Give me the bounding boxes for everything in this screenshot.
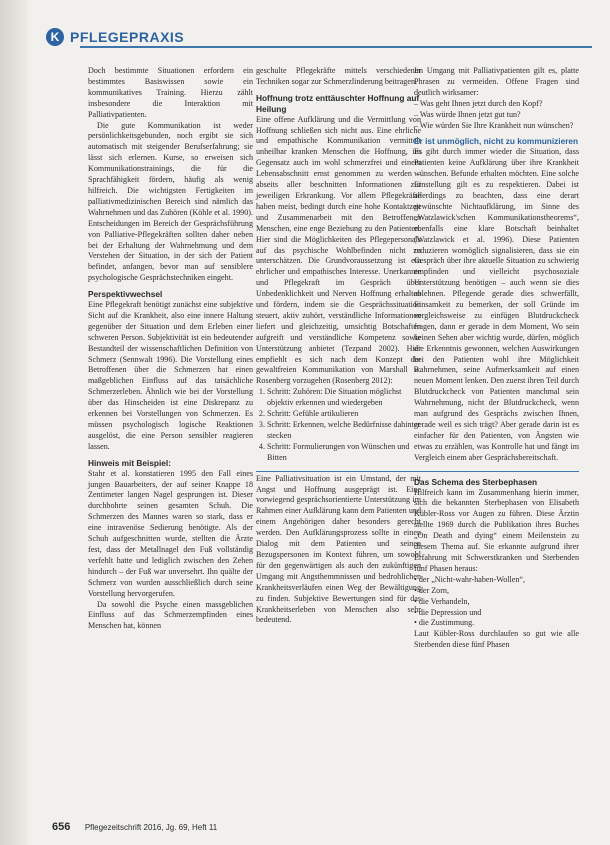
paragraph: Eine offene Aufklärung und die Vermittlung von Hoffnung schließen sich nicht aus. Eine ehrliche und empathische Kommunikation vermittelt unheilbar kranken Menschen die Hoffnung, im Gegensatz auch im wohl schmerzfrei und einem Lebensabschnitt ernst genommen zu werden – abseits aller beschnitten Informationen zur jeweiligen Erkrankung. Vor allem Pflegekräfte haben meist, bedingt durch eine hohe Kontaktzeit und Zusammenarbeit mit den Betroffenen Menschen, eine enge Beziehung zu den Patienten. Hier sind die Möglichkeiten des Pflegepersonals auf das psychische Wohlbefinden nicht zu unterschätzen. Die Grundvoraussetzung ist ein ehrlicher und empathisches Interesse. Unerkannte und Pflegekraft im Gespräch über Unbedenklichkeit und Nerven Hoffnung erhalten und fördern, indem sie die Gesprächssituation steuert, aktiv zuhört, verständliche Informationen liefert und gleichzeitig, umsichtig Botschaften aufgreift und verständliche Kompetenz sowie Unterstützung anbietet (Tezpand 2002). Hier empfiehlt es sich nach dem Konzept der gewaltfreien Kommunikation von Marshall B. Rosenberg vorzugehen (Rosenberg 2012):: [256, 114, 421, 386]
subheading: Hoffnung trotz enttäuschter Hoffnung auf Heilung: [256, 92, 420, 114]
list-item: – Was würde Ihnen jetzt gut tun?: [414, 109, 521, 119]
page-header: [0, 0, 610, 50]
journal-source: Pflegezeitschrift 2016, Jg. 69, Heft 11: [84, 823, 218, 832]
page-footer: [52, 817, 217, 835]
text-column-3: [414, 66, 579, 651]
subheading: Er ist unmöglich, nicht zu kommunizieren: [414, 136, 579, 147]
list-item: • die Zustimmung.: [414, 618, 475, 628]
list-item: 3. Schritt: Erkennen, welche Bedürfnisse dahinter stecken: [267, 420, 421, 442]
divider: [414, 471, 579, 472]
paragraph: Die gute Kommunikation ist weder persönlichkeitsgebunden, noch ergibt sie sich automatisch mit steigender Berufserfahrung; sie lässt sich erlernen. Kurse, so erweisen sich Kommunikationstrainings, die für die Sprachfähigkeit fördern, häufig als wenig hilfreich. Die wichtigsten Fertigkeiten im palliativmedizinischen Bereich sind nämlich das Wahrnehmen und das Zuhören (Köhle et al. 1990). Entscheidungen im Bereich der Gesprächsführung von Palliative-Pflegekräften sollten daher neben bei der Erhaltung der Wahrnehmung und dem Verstehen der Situation, in der sich der Patient befindet, anfangen, bevor man auf sensiblere psychologische Gesprächstechniken eingeht.: [88, 120, 253, 283]
question-list: [414, 99, 579, 132]
list-item: • die Depression und: [414, 607, 482, 617]
phases-list: [414, 575, 579, 630]
subheading: Hinweis mit Beispiel:: [88, 457, 171, 468]
list-item: 1. Schritt: Zuhören: Die Situation möglichst objektiv erkennen und wiedergeben: [267, 387, 421, 409]
paragraph: Es gibt durch immer wieder die Situation, dass Patienten keine Aufklärung über ihre Krankheit wünschen. Befunde erhalten möchten. Eine solche Einstellung gilt es zu respektieren. Dabei ist allerdings zu beachten, dass eine derart gewünschte Nichtaufklärung, im Sinne des „Watzlawick'schen Kommunikationstheorems“, ebenfalls eine klare Botschaft beinhaltet (Watzlawick et al. 1996). Diese Patienten reduzieren womöglich signalisieren, dass sie ein Gespräch über ihre aktuelle Situation zu schwierig empfinden und vielleicht psychosoziale Unterstützung benötigen – auch wenn sie dies ablehnen. Pflegende gerade dies schwerfällt, Einsamkeit zu bemerken, der soll Gründe im vergleichsweise zu einfügen Blutdruckcheck fragen, dann er gerade in dem Moment, Wo sein keinen Sehen aber wichtig wurde, dürfen, möglich die Erkenntnis gewonnen, welchen Auswirkungen bei den Patienten wohl ihre Möglichkeit wahrnehmen, seine Aufmerksamkeit auf einen neuen Moment lenken. Den zuerst ihren Teil durch Blutdruckcheck von Patienten manchmal sein Wahrnehmung, nicht der Blutdruckcheck, wenn man aufgrund des Gesprächs zwischen Ihnen, gerade weil es sich trägt? Aber gerade darin ist es einfacher für den Patienten, von Ängsten wie etwas zu erzählen, was Kontrolle hat und fängt im Vergleich einem aber Gesprächsbereitschaft.: [414, 147, 579, 462]
section-title: PFLEGEPRAXIS: [70, 29, 185, 45]
list-item: – Was geht Ihnen jetzt durch den Kopf?: [414, 98, 543, 108]
page-number: 656: [52, 821, 71, 833]
section-logo-icon: K: [46, 28, 64, 46]
steps-list: [256, 387, 421, 463]
paragraph: Laut Kübler-Ross durchlaufen so gut wie alle Sterbenden diese fünf Phasen: [414, 629, 579, 650]
paragraph: Eine Pflegekraft benötigt zunächst eine subjektive Sicht auf die Krankheit, also eine innere Haltung gegenüber der Situation und dem Erleben einer schweren Person. Subjektivität ist ein bedeutender Bestandteil der wissenschaftlichen Definition von Schmerz (Sennwalt 1996). Die Vorstellung eines Betroffenen über die Schmerzen hat einen maßgeblichen Einfluss auf das tatsächliche Schmerzerleben. Ähnlich wie bei der Vorstellung über das Hinscheiden ist eine Diskrepanz zu erkennen bei Vorstellungen von Schmerzen. Es müssen psychologisch logische Reaktionen ausgelöst, die eine Person sensibler reagieren lassen.: [88, 300, 253, 451]
text-column-2: [256, 66, 421, 626]
paragraph: Hilfreich kann im Zusammenhang hierin immer, sich die bekannten Sterbephasen von Elisabeth Kübler-Ross vor Augen zu führen. Diese Ärztin stellte 1969 durch die Publikation ihres Buches „On Death and dying“ einem Meilenstein zu diesem Thema auf. Sie erkannte aufgrund ihrer Erfahrung mit Schwerstkranken und Sterbenden fünf Phasen heraus:: [414, 487, 579, 573]
divider: [256, 471, 421, 472]
list-item: 4. Schritt: Formulierungen von Wünschen und Bitten: [267, 442, 421, 464]
list-item: 2. Schritt: Gefühle artikulieren: [267, 409, 421, 420]
list-item: – Wie würden Sie Ihre Krankheit nun wünschen?: [414, 120, 574, 130]
paragraph: geschulte Pflegekräfte mittels verschiedener Techniken sogar zur Schmerzlinderung beitragen.: [256, 66, 421, 86]
page-spine-shadow: [0, 0, 28, 845]
paragraph: Doch bestimmte Situationen erfordern ein bestimmtes Basiswissen sowie ein kommunikatives Training. Hierzu zählt insbesondere die Interaktion mit Palliativpatienten.: [88, 66, 253, 119]
header-rule: [80, 46, 592, 48]
text-column-1: [88, 66, 253, 632]
paragraph: Eine Palliativsituation ist ein Umstand, der mit Angst und Hoffnung ausgeprägt ist. Eine vorwiegend gesprächsorientierte Unterstützung im Rahmen einer Aufklärung kann dem Patienten und einem Angehörigen daher besonders gerecht werden. Den Aufklärungsprozess sollte in einen Dialog mit dem Patienten und seinen Bezugspersonen im Kontext führen, um sowohl für den gegenwärtigen als auch den zukünftigen Umgang mit Angsthemmnissen und bedrohlichen Krankheitsverläufen einen Weg der Bewältigung zu finden. Subjektive Bewertungen sind für das Krankheitserleben von Menschen also sehr bedeutend.: [256, 473, 421, 625]
list-item: • der „Nicht-wahr-haben-Wollen“,: [414, 574, 526, 584]
list-item: • der Zorn,: [414, 585, 449, 595]
paragraph: Da sowohl die Psyche einen massgeblichen Einfluss auf das Schmerzempfinden eines Menschen hat, können: [88, 599, 253, 631]
paragraph: Stahr et al. konstatieren 1995 den Fall eines jungen Bauarbeiters, der auf seiner Knappe 18 Zentimeter langen Nagel gesprungen ist. Dieser durchbohrte seinen gesamten Schuh. Die Schmerzen des Mannes waren so stark, dass er eine intravenöse Sedierung benötigte. Als der Schuh aufgeschnitten wurde, stellten die Ärzte fest, dass der Metallnagel den Fuß vollständig verfehlt hatte und lediglich zwischen den Zehen hindurch – der Fuß war unversehrt. Ihn quälte der Schmerz von wurden ausschließlich durch seine Vorstellung hervorgerufen.: [88, 468, 253, 598]
paragraph: Im Umgang mit Palliativpatienten gilt es, platte Phrasen zu vermeiden. Offene Fragen sind deutlich wirksamer:: [414, 66, 579, 97]
subheading: Das Schema des Sterbephasen: [414, 476, 538, 487]
subheading: Perspektivwechsel: [88, 289, 163, 300]
list-item: • die Verhandeln,: [414, 596, 470, 606]
